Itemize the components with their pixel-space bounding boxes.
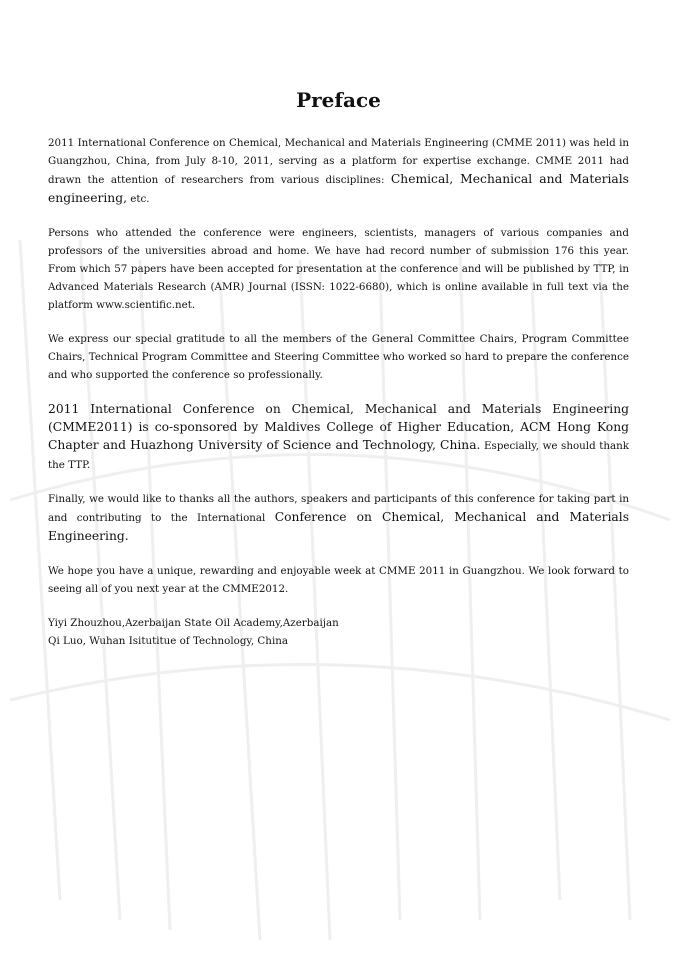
paragraph-intro-text: 2011 International Conference on Chemical, Mechanical and Materials Engineering (CMME 2011) was held in Guangzhou, China, from July 8-10, 2011, serving as a platform for expertise exchange. CMME 2011 had drawn the attention of researchers from various disciplines: — [48, 137, 629, 186]
paragraph-closing: We hope you have a unique, rewarding and enjoyable week at CMME 2011 in Guangzhou. We look forward to seeing all of you next year at the CMME2012. — [48, 565, 629, 595]
paragraph-sponsors-thanks: Especially, we should thank the TTP. — [48, 440, 629, 471]
document-content — [48, 86, 629, 650]
paragraph-attendees: Persons who attended the conference were engineers, scientists, managers of various companies and professors of the universities abroad and home. We have had record number of submission 176 this year. From which 57 papers have been accepted for presentation at the conference and will be published by TTP, in Advanced Materials Research (AMR) Journal (ISSN: 1022-6680), which is online available in full text via the platform www.scientific.net. — [48, 227, 629, 311]
signature-line-2: Qi Luo, Wuhan Isitutitue of Technology, China — [48, 635, 289, 647]
signature-line-1: Yiyi Zhouzhou,Azerbaijan State Oil Academy,Azerbaijan — [48, 617, 339, 629]
paragraph-intro-etc: etc. — [127, 193, 150, 205]
paragraph-finally-conference: Conference on Chemical, Mechanical and Materials Engineering. — [48, 510, 629, 543]
paragraph-sponsors-text: 2011 International Conference on Chemical, Mechanical and Materials Engineering (CMME2011) is co-sponsored by Maldives College of Higher Education, ACM Hong Kong Chapter and Huazhong University of Science and Technology, China. — [48, 402, 629, 452]
paragraph-finally — [48, 490, 629, 546]
paragraph-intro — [48, 134, 629, 208]
paragraph-finally-text: Finally, we would like to thanks all the authors, speakers and participants of this conference for taking part in and contributing to the International — [48, 493, 629, 524]
page-title: Preface — [296, 88, 381, 112]
paragraph-sponsors — [48, 400, 629, 474]
paragraph-intro-disciplines: Chemical, Mechanical and Materials engineering, — [48, 172, 629, 205]
paragraph-gratitude: We express our special gratitude to all the members of the General Committee Chairs, Program Committee Chairs, Technical Program Committee and Steering Committee who worked so hard to prepare the conference and who supported the conference so professionally. — [48, 333, 629, 381]
